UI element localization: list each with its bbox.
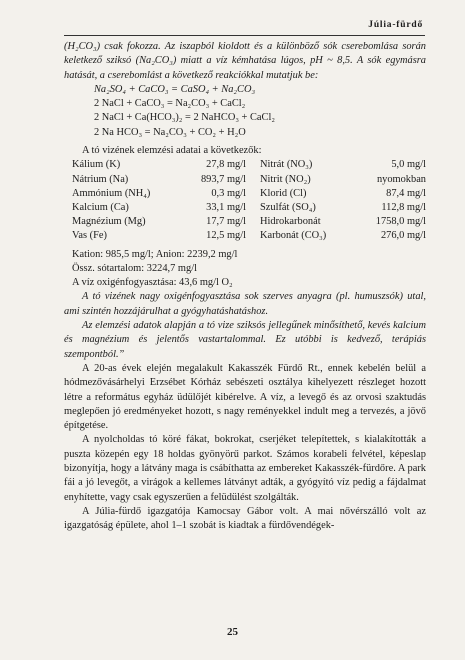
anion-value: nyomokban	[376, 173, 426, 185]
anion-name: Nitrit (NO₂)	[260, 173, 311, 185]
equation-4: 2 Na HCO₃ = Na₂CO₃ + CO₂ + H₂O	[94, 126, 246, 138]
anion-value: 5,0 mg/l	[391, 159, 426, 171]
anion-name: Karbonát (CO₃)	[260, 230, 327, 242]
cation-name: Kalcium (Ca)	[72, 201, 129, 213]
ion-totals: Kation: 985,5 mg/l; Anion: 2239,2 mg/l	[72, 248, 238, 260]
cation-name: Vas (Fe)	[72, 230, 107, 242]
anion-value: 112,8 mg/l	[381, 201, 426, 213]
paragraph-humus: A tó vizének nagy oxigénfogyasztása sok szerves anyagra (pl. humuszsók) utal, ami szintén hozzájárulhat a gyógyhatáshatáshoz.	[64, 291, 426, 317]
paragraph-history: A 20-as évek elején megalakult Kakasszék Fürdő Rt., ennek kebelén belül a hódmezővásárhelyi Erzsébet Kórház sebészeti osztálya kihelyezett részleget hozott létre a református egyház üdülőjét kibérelve. A víz, a levegő és az orvosi szaktudás meglepően jó eredményeket hozott, s nagy reményekkel indult meg a tervezés, a jövő építgetése.	[64, 362, 426, 432]
cation-value: 17,7 mg/l	[206, 216, 246, 228]
cation-name: Nátrium (Na)	[72, 173, 129, 185]
cation-value: 0,3 mg/l	[211, 187, 246, 199]
anion-value: 1758,0 mg/l	[375, 216, 426, 228]
anion-value: 87,4 mg/l	[386, 187, 426, 199]
table-row	[64, 187, 426, 201]
analysis-heading: A tó vizének elemzési adatai a következők:	[82, 145, 262, 157]
table-row	[64, 173, 426, 187]
cation-value: 33,1 mg/l	[206, 201, 246, 213]
page-body	[64, 40, 426, 534]
reaction-equations	[64, 83, 426, 140]
anion-name: Szulfát (SO₄)	[260, 201, 316, 213]
anion-value: 276,0 mg/l	[380, 230, 426, 242]
cation-value: 893,7 mg/l	[200, 173, 246, 185]
page-number: 25	[227, 626, 238, 638]
total-salinity: Össz. sótartalom: 3224,7 mg/l	[72, 262, 197, 274]
cation-name: Ammónium (NH₄)	[72, 187, 151, 199]
anion-name: Klorid (Cl)	[260, 187, 307, 199]
header-rule	[64, 35, 425, 36]
equation-2: 2 NaCl + CaCO₃ = Na₂CO₃ + CaCl₂	[94, 98, 246, 110]
table-row	[64, 201, 426, 215]
cation-value: 12,5 mg/l	[206, 230, 246, 242]
paragraph-park: A nyolcholdas tó köré fákat, bokrokat, cserjéket telepítettek, s kialakították a puszta közepén egy 18 holdas gyönyörű parkot. Számos korabeli felvétel, képeslap bizonyítja, hogy a látvány maga is csábíthatta az embereket Kakasszék-fürdőre. A park fái a jó levegőt, a virágok a kellemes látványt adták, a gyógyító víz pedig a fájdalmat enyhítette, vagy csak egyszerűen a felüdülést szolgálták.	[64, 434, 426, 503]
paragraph-director: A Júlia-fürdő igazgatója Kamocsay Gábor volt. A mai nővérszálló volt az igazgatóság épülete, ahol 1–1 szobát is kiadtak a fürdővendégek-	[64, 505, 426, 532]
running-head: Júlia-fürdő	[368, 20, 423, 30]
table-row	[64, 229, 426, 243]
oxygen-consumption: A víz oxigénfogyasztása: 43,6 mg/l O₂	[72, 277, 233, 289]
summary-values	[64, 248, 426, 291]
cation-name: Kálium (K)	[72, 159, 121, 171]
table-row	[64, 215, 426, 229]
equation-1: Na₂SO₄ + CaCO₃ = CaSO₄ + Na₂CO₃	[94, 83, 256, 95]
cation-value: 27,8 mg/l	[206, 159, 246, 171]
cation-name: Magnézium (Mg)	[72, 216, 146, 228]
anion-name: Nitrát (NO₃)	[260, 159, 313, 171]
table-row	[64, 158, 426, 172]
equation-3: 2 NaCl + Ca(HCO₃)₂ = 2 NaHCO₃ + CaCl₂	[94, 112, 275, 124]
intro-paragraph: (H₂CO₃) csak fokozza. Az iszapból kioldott és a különböző sók cserebomlása során keletkező sziksó (Na₂CO₃) miatt a víz kémhatása lúgos, pH ~ 8,5. A sók egymásra hatását, a cserebomlást a következő reakciókkal mutatjuk be:	[64, 41, 426, 81]
anion-name: Hidrokarbonát	[260, 216, 321, 228]
analysis-table	[64, 158, 426, 243]
paragraph-classification: Az elemzési adatok alapján a tó vize sziksós jellegűnek minősíthető, kevés kalcium és magnézium és jelentős vastartalommal. Ez utóbbi is kedvező, terápiás szempontból.”	[64, 320, 426, 360]
